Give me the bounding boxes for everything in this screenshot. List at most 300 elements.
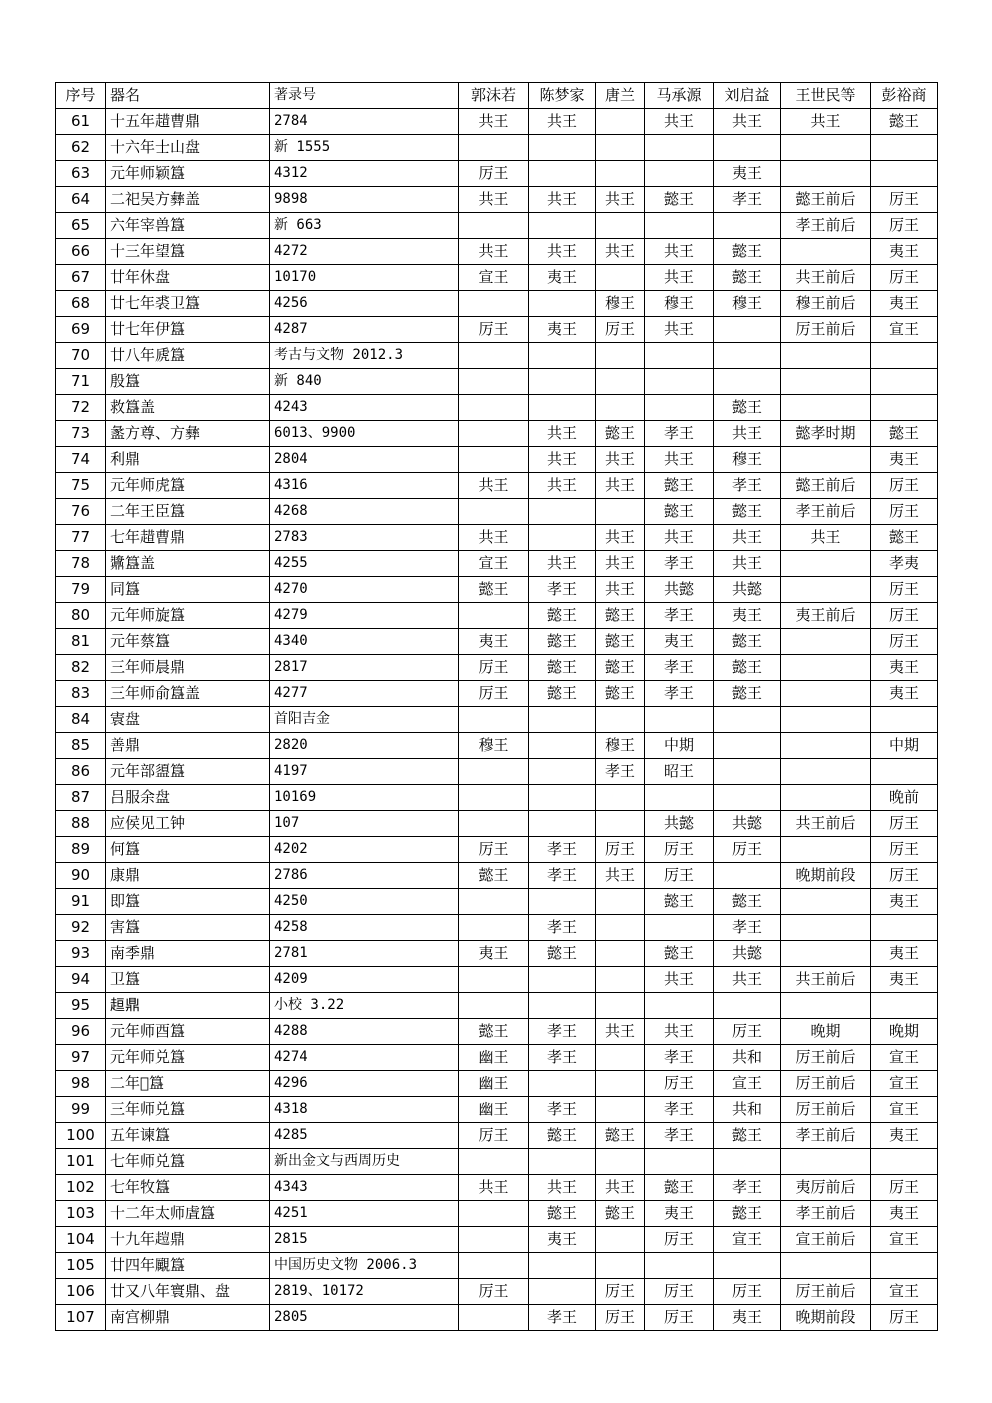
cell-peng-yushang: 厉王 xyxy=(871,1305,938,1331)
table-row xyxy=(56,1305,938,1331)
cell-serial-number: 105 xyxy=(56,1253,106,1279)
cell-catalog-number: 2781 xyxy=(270,941,459,967)
cell-serial-number: 81 xyxy=(56,629,106,655)
cell-liu-qiyi: 共懿 xyxy=(714,811,781,837)
cell-tang-lan: 懿王 xyxy=(596,603,645,629)
cell-chen-mengjia: 孝王 xyxy=(529,1097,596,1123)
cell-ma-chengyuan: 共王 xyxy=(645,1019,714,1045)
cell-wang-shimin: 厉王前后 xyxy=(781,1071,871,1097)
table-row xyxy=(56,109,938,135)
cell-chen-mengjia: 懿王 xyxy=(529,1123,596,1149)
cell-catalog-number: 4340 xyxy=(270,629,459,655)
cell-liu-qiyi xyxy=(714,343,781,369)
cell-ma-chengyuan xyxy=(645,343,714,369)
cell-peng-yushang: 懿王 xyxy=(871,421,938,447)
cell-peng-yushang xyxy=(871,915,938,941)
table-row xyxy=(56,629,938,655)
cell-liu-qiyi: 穆王 xyxy=(714,291,781,317)
cell-ma-chengyuan xyxy=(645,993,714,1019)
cell-tang-lan xyxy=(596,707,645,733)
cell-peng-yushang: 懿王 xyxy=(871,525,938,551)
cell-chen-mengjia xyxy=(529,1071,596,1097)
cell-serial-number: 74 xyxy=(56,447,106,473)
cell-ma-chengyuan: 共王 xyxy=(645,109,714,135)
cell-vessel-name: 南宫柳鼎 xyxy=(106,1305,270,1331)
cell-liu-qiyi: 厉王 xyxy=(714,1279,781,1305)
cell-serial-number: 98 xyxy=(56,1071,106,1097)
cell-liu-qiyi: 共王 xyxy=(714,551,781,577)
cell-chen-mengjia: 夷王 xyxy=(529,317,596,343)
cell-catalog-number: 4296 xyxy=(270,1071,459,1097)
cell-peng-yushang: 厉王 xyxy=(871,811,938,837)
cell-serial-number: 68 xyxy=(56,291,106,317)
cell-vessel-name: 元年师兑簋 xyxy=(106,1045,270,1071)
cell-liu-qiyi xyxy=(714,369,781,395)
cell-ma-chengyuan xyxy=(645,1253,714,1279)
cell-chen-mengjia xyxy=(529,369,596,395)
cell-peng-yushang xyxy=(871,395,938,421)
cell-wang-shimin xyxy=(781,707,871,733)
cell-guo-moruo: 厉王 xyxy=(459,655,529,681)
cell-ma-chengyuan xyxy=(645,1149,714,1175)
cell-chen-mengjia xyxy=(529,759,596,785)
cell-vessel-name: 二年王臣簋 xyxy=(106,499,270,525)
cell-liu-qiyi: 共王 xyxy=(714,421,781,447)
cell-vessel-name: 廿四年𧢝簋 xyxy=(106,1253,270,1279)
cell-ma-chengyuan xyxy=(645,135,714,161)
cell-catalog-number: 4316 xyxy=(270,473,459,499)
cell-guo-moruo xyxy=(459,213,529,239)
table-row xyxy=(56,603,938,629)
cell-tang-lan xyxy=(596,915,645,941)
cell-catalog-number: 首阳吉金 xyxy=(270,707,459,733)
cell-catalog-number: 2783 xyxy=(270,525,459,551)
cell-wang-shimin xyxy=(781,577,871,603)
cell-tang-lan: 共王 xyxy=(596,447,645,473)
cell-wang-shimin xyxy=(781,343,871,369)
cell-serial-number: 62 xyxy=(56,135,106,161)
cell-guo-moruo: 懿王 xyxy=(459,1019,529,1045)
cell-ma-chengyuan: 共王 xyxy=(645,967,714,993)
cell-ma-chengyuan xyxy=(645,785,714,811)
cell-vessel-name: 殷簋 xyxy=(106,369,270,395)
cell-serial-number: 99 xyxy=(56,1097,106,1123)
cell-ma-chengyuan: 孝王 xyxy=(645,681,714,707)
cell-peng-yushang: 厉王 xyxy=(871,837,938,863)
cell-catalog-number: 10170 xyxy=(270,265,459,291)
cell-liu-qiyi: 懿王 xyxy=(714,681,781,707)
cell-wang-shimin xyxy=(781,759,871,785)
cell-tang-lan: 懿王 xyxy=(596,1201,645,1227)
cell-guo-moruo: 共王 xyxy=(459,187,529,213)
cell-wang-shimin: 厉王前后 xyxy=(781,1097,871,1123)
cell-vessel-name: 十六年士山盘 xyxy=(106,135,270,161)
cell-wang-shimin xyxy=(781,1149,871,1175)
cell-vessel-name: 元年师酉簋 xyxy=(106,1019,270,1045)
cell-vessel-name: 六年宰兽簋 xyxy=(106,213,270,239)
cell-ma-chengyuan: 孝王 xyxy=(645,1045,714,1071)
cell-guo-moruo xyxy=(459,395,529,421)
cell-vessel-name: 十九年𧽊鼎 xyxy=(106,1227,270,1253)
cell-catalog-number: 新 840 xyxy=(270,369,459,395)
table-row xyxy=(56,369,938,395)
cell-tang-lan xyxy=(596,135,645,161)
cell-liu-qiyi: 穆王 xyxy=(714,447,781,473)
cell-catalog-number: 4197 xyxy=(270,759,459,785)
cell-peng-yushang: 夷王 xyxy=(871,239,938,265)
cell-wang-shimin: 穆王前后 xyxy=(781,291,871,317)
cell-tang-lan xyxy=(596,265,645,291)
table-row xyxy=(56,707,938,733)
cell-liu-qiyi: 共王 xyxy=(714,109,781,135)
cell-liu-qiyi: 孝王 xyxy=(714,473,781,499)
cell-catalog-number: 4272 xyxy=(270,239,459,265)
cell-guo-moruo: 共王 xyxy=(459,239,529,265)
cell-peng-yushang: 夷王 xyxy=(871,447,938,473)
cell-ma-chengyuan: 共懿 xyxy=(645,577,714,603)
cell-liu-qiyi: 厉王 xyxy=(714,837,781,863)
header-serial-number: 序号 xyxy=(56,83,106,109)
cell-serial-number: 107 xyxy=(56,1305,106,1331)
cell-wang-shimin: 孝王前后 xyxy=(781,499,871,525)
cell-chen-mengjia xyxy=(529,993,596,1019)
cell-serial-number: 100 xyxy=(56,1123,106,1149)
cell-tang-lan xyxy=(596,1045,645,1071)
cell-tang-lan: 共王 xyxy=(596,1019,645,1045)
table-row xyxy=(56,915,938,941)
cell-guo-moruo: 懿王 xyxy=(459,577,529,603)
cell-tang-lan: 共王 xyxy=(596,525,645,551)
cell-vessel-name: 七年师兑簋 xyxy=(106,1149,270,1175)
cell-chen-mengjia: 懿王 xyxy=(529,1201,596,1227)
cell-catalog-number: 4202 xyxy=(270,837,459,863)
cell-vessel-name: 七年趞曹鼎 xyxy=(106,525,270,551)
cell-ma-chengyuan: 共王 xyxy=(645,265,714,291)
table-row xyxy=(56,759,938,785)
cell-ma-chengyuan: 中期 xyxy=(645,733,714,759)
table-row xyxy=(56,499,938,525)
cell-tang-lan xyxy=(596,395,645,421)
cell-liu-qiyi xyxy=(714,733,781,759)
cell-tang-lan xyxy=(596,161,645,187)
cell-serial-number: 102 xyxy=(56,1175,106,1201)
cell-tang-lan xyxy=(596,369,645,395)
cell-catalog-number: 4274 xyxy=(270,1045,459,1071)
cell-chen-mengjia: 懿王 xyxy=(529,603,596,629)
cell-chen-mengjia xyxy=(529,499,596,525)
cell-liu-qiyi: 懿王 xyxy=(714,655,781,681)
cell-tang-lan xyxy=(596,109,645,135)
cell-guo-moruo: 厉王 xyxy=(459,1279,529,1305)
cell-tang-lan xyxy=(596,343,645,369)
cell-liu-qiyi: 夷王 xyxy=(714,161,781,187)
cell-serial-number: 92 xyxy=(56,915,106,941)
cell-catalog-number: 2817 xyxy=(270,655,459,681)
cell-liu-qiyi: 宣王 xyxy=(714,1227,781,1253)
cell-catalog-number: 2804 xyxy=(270,447,459,473)
cell-tang-lan xyxy=(596,1253,645,1279)
cell-chen-mengjia xyxy=(529,733,596,759)
cell-serial-number: 64 xyxy=(56,187,106,213)
cell-wang-shimin xyxy=(781,447,871,473)
table-row xyxy=(56,291,938,317)
cell-ma-chengyuan: 孝王 xyxy=(645,421,714,447)
cell-wang-shimin xyxy=(781,629,871,655)
cell-vessel-name: 南季鼎 xyxy=(106,941,270,967)
cell-serial-number: 101 xyxy=(56,1149,106,1175)
cell-wang-shimin xyxy=(781,135,871,161)
cell-vessel-name: 二祀吴方彝盖 xyxy=(106,187,270,213)
cell-wang-shimin xyxy=(781,369,871,395)
cell-liu-qiyi: 孝王 xyxy=(714,915,781,941)
cell-wang-shimin: 厉王前后 xyxy=(781,1045,871,1071)
cell-catalog-number: 4279 xyxy=(270,603,459,629)
cell-serial-number: 93 xyxy=(56,941,106,967)
cell-vessel-name: 善鼎 xyxy=(106,733,270,759)
cell-vessel-name: 应侯见工钟 xyxy=(106,811,270,837)
cell-tang-lan xyxy=(596,213,645,239)
cell-chen-mengjia: 懿王 xyxy=(529,681,596,707)
cell-catalog-number: 4251 xyxy=(270,1201,459,1227)
cell-liu-qiyi: 共和 xyxy=(714,1097,781,1123)
cell-vessel-name: 廿又八年寰鼎、盘 xyxy=(106,1279,270,1305)
cell-catalog-number: 小校 3.22 xyxy=(270,993,459,1019)
cell-wang-shimin xyxy=(781,239,871,265)
cell-tang-lan: 孝王 xyxy=(596,759,645,785)
cell-tang-lan: 共王 xyxy=(596,577,645,603)
cell-tang-lan xyxy=(596,1097,645,1123)
table-row xyxy=(56,1201,938,1227)
cell-ma-chengyuan: 懿王 xyxy=(645,499,714,525)
cell-wang-shimin xyxy=(781,941,871,967)
cell-wang-shimin: 共王前后 xyxy=(781,265,871,291)
cell-vessel-name: 廿年休盘 xyxy=(106,265,270,291)
cell-tang-lan: 懿王 xyxy=(596,655,645,681)
table-row xyxy=(56,395,938,421)
cell-liu-qiyi: 共懿 xyxy=(714,941,781,967)
cell-chen-mengjia: 孝王 xyxy=(529,1305,596,1331)
table-row xyxy=(56,785,938,811)
table-row xyxy=(56,187,938,213)
cell-catalog-number: 4285 xyxy=(270,1123,459,1149)
cell-ma-chengyuan: 孝王 xyxy=(645,1097,714,1123)
cell-chen-mengjia: 孝王 xyxy=(529,915,596,941)
cell-serial-number: 86 xyxy=(56,759,106,785)
cell-guo-moruo xyxy=(459,499,529,525)
cell-wang-shimin: 共王前后 xyxy=(781,811,871,837)
cell-serial-number: 80 xyxy=(56,603,106,629)
cell-chen-mengjia xyxy=(529,967,596,993)
cell-peng-yushang xyxy=(871,759,938,785)
table-body xyxy=(56,109,938,1331)
cell-liu-qiyi: 孝王 xyxy=(714,1175,781,1201)
cell-liu-qiyi: 孝王 xyxy=(714,187,781,213)
cell-chen-mengjia xyxy=(529,343,596,369)
cell-ma-chengyuan: 厉王 xyxy=(645,1071,714,1097)
cell-liu-qiyi xyxy=(714,1149,781,1175)
cell-guo-moruo: 夷王 xyxy=(459,629,529,655)
cell-chen-mengjia: 共王 xyxy=(529,551,596,577)
cell-wang-shimin: 懿孝时期 xyxy=(781,421,871,447)
cell-wang-shimin: 厉王前后 xyxy=(781,317,871,343)
cell-wang-shimin: 夷王前后 xyxy=(781,603,871,629)
cell-liu-qiyi: 懿王 xyxy=(714,1201,781,1227)
cell-catalog-number: 4277 xyxy=(270,681,459,707)
cell-peng-yushang xyxy=(871,1149,938,1175)
cell-wang-shimin xyxy=(781,655,871,681)
cell-chen-mengjia: 共王 xyxy=(529,421,596,447)
cell-vessel-name: 廿七年伊簋 xyxy=(106,317,270,343)
cell-vessel-name: 十二年太师虘簋 xyxy=(106,1201,270,1227)
cell-peng-yushang: 厉王 xyxy=(871,629,938,655)
cell-tang-lan: 懿王 xyxy=(596,629,645,655)
cell-catalog-number: 新 1555 xyxy=(270,135,459,161)
cell-ma-chengyuan xyxy=(645,707,714,733)
cell-catalog-number: 4270 xyxy=(270,577,459,603)
cell-serial-number: 82 xyxy=(56,655,106,681)
cell-liu-qiyi xyxy=(714,707,781,733)
cell-serial-number: 106 xyxy=(56,1279,106,1305)
cell-serial-number: 77 xyxy=(56,525,106,551)
cell-wang-shimin: 共王 xyxy=(781,109,871,135)
cell-serial-number: 104 xyxy=(56,1227,106,1253)
cell-ma-chengyuan: 厉王 xyxy=(645,863,714,889)
cell-chen-mengjia xyxy=(529,525,596,551)
cell-ma-chengyuan: 厉王 xyxy=(645,837,714,863)
cell-ma-chengyuan: 共王 xyxy=(645,239,714,265)
cell-serial-number: 66 xyxy=(56,239,106,265)
cell-wang-shimin: 孝王前后 xyxy=(781,213,871,239)
table-row xyxy=(56,213,938,239)
cell-vessel-name: 二年𨞇簋 xyxy=(106,1071,270,1097)
cell-ma-chengyuan xyxy=(645,161,714,187)
cell-wang-shimin xyxy=(781,681,871,707)
cell-serial-number: 75 xyxy=(56,473,106,499)
header-guo-moruo: 郭沫若 xyxy=(459,83,529,109)
cell-chen-mengjia xyxy=(529,213,596,239)
cell-ma-chengyuan: 夷王 xyxy=(645,629,714,655)
table-row xyxy=(56,161,938,187)
cell-chen-mengjia xyxy=(529,135,596,161)
cell-catalog-number: 2819、10172 xyxy=(270,1279,459,1305)
cell-vessel-name: 吕服余盘 xyxy=(106,785,270,811)
cell-wang-shimin xyxy=(781,161,871,187)
cell-chen-mengjia: 懿王 xyxy=(529,941,596,967)
cell-ma-chengyuan: 厉王 xyxy=(645,1305,714,1331)
cell-vessel-name: 元年师虎簋 xyxy=(106,473,270,499)
cell-guo-moruo xyxy=(459,1253,529,1279)
cell-tang-lan: 共王 xyxy=(596,1175,645,1201)
cell-guo-moruo xyxy=(459,1305,529,1331)
cell-peng-yushang: 孝夷 xyxy=(871,551,938,577)
cell-ma-chengyuan: 懿王 xyxy=(645,889,714,915)
table-row xyxy=(56,1279,938,1305)
cell-guo-moruo: 懿王 xyxy=(459,863,529,889)
table-row xyxy=(56,447,938,473)
cell-serial-number: 94 xyxy=(56,967,106,993)
cell-chen-mengjia: 懿王 xyxy=(529,655,596,681)
cell-serial-number: 88 xyxy=(56,811,106,837)
cell-peng-yushang: 宣王 xyxy=(871,1227,938,1253)
cell-chen-mengjia: 夷王 xyxy=(529,265,596,291)
table-row xyxy=(56,1253,938,1279)
cell-wang-shimin xyxy=(781,837,871,863)
cell-tang-lan: 懿王 xyxy=(596,681,645,707)
cell-guo-moruo: 共王 xyxy=(459,525,529,551)
cell-ma-chengyuan xyxy=(645,915,714,941)
cell-guo-moruo: 厉王 xyxy=(459,161,529,187)
cell-peng-yushang xyxy=(871,707,938,733)
cell-tang-lan: 厉王 xyxy=(596,837,645,863)
cell-catalog-number: 2820 xyxy=(270,733,459,759)
cell-liu-qiyi: 厉王 xyxy=(714,1019,781,1045)
cell-tang-lan xyxy=(596,1227,645,1253)
cell-guo-moruo: 幽王 xyxy=(459,1097,529,1123)
cell-tang-lan: 厉王 xyxy=(596,1279,645,1305)
cell-peng-yushang: 厉王 xyxy=(871,863,938,889)
cell-vessel-name: 盠方尊、方彝 xyxy=(106,421,270,447)
cell-peng-yushang: 宣王 xyxy=(871,317,938,343)
cell-tang-lan: 厉王 xyxy=(596,1305,645,1331)
header-liu-qiyi: 刘启益 xyxy=(714,83,781,109)
cell-wang-shimin xyxy=(781,915,871,941)
cell-serial-number: 72 xyxy=(56,395,106,421)
cell-chen-mengjia xyxy=(529,707,596,733)
cell-wang-shimin xyxy=(781,551,871,577)
cell-ma-chengyuan: 懿王 xyxy=(645,473,714,499)
table-row xyxy=(56,1071,938,1097)
cell-guo-moruo xyxy=(459,889,529,915)
cell-guo-moruo: 厉王 xyxy=(459,681,529,707)
cell-peng-yushang xyxy=(871,135,938,161)
cell-catalog-number: 2815 xyxy=(270,1227,459,1253)
cell-peng-yushang: 夷王 xyxy=(871,291,938,317)
cell-catalog-number: 10169 xyxy=(270,785,459,811)
cell-vessel-name: 三年师俞簋盖 xyxy=(106,681,270,707)
cell-chen-mengjia: 孝王 xyxy=(529,863,596,889)
cell-serial-number: 84 xyxy=(56,707,106,733)
cell-guo-moruo: 宣王 xyxy=(459,551,529,577)
header-row xyxy=(56,83,938,109)
cell-liu-qiyi: 共懿 xyxy=(714,577,781,603)
cell-tang-lan xyxy=(596,499,645,525)
cell-liu-qiyi: 懿王 xyxy=(714,629,781,655)
cell-guo-moruo: 厉王 xyxy=(459,317,529,343)
cell-tang-lan xyxy=(596,1071,645,1097)
cell-catalog-number: 2784 xyxy=(270,109,459,135)
cell-peng-yushang: 夷王 xyxy=(871,967,938,993)
cell-guo-moruo: 夷王 xyxy=(459,941,529,967)
cell-tang-lan: 厉王 xyxy=(596,317,645,343)
cell-peng-yushang xyxy=(871,343,938,369)
cell-liu-qiyi: 宣王 xyxy=(714,1071,781,1097)
cell-catalog-number: 4312 xyxy=(270,161,459,187)
cell-peng-yushang xyxy=(871,993,938,1019)
cell-peng-yushang: 厉王 xyxy=(871,499,938,525)
cell-vessel-name: 即簋 xyxy=(106,889,270,915)
cell-guo-moruo: 幽王 xyxy=(459,1071,529,1097)
cell-guo-moruo xyxy=(459,421,529,447)
cell-liu-qiyi xyxy=(714,135,781,161)
table-row xyxy=(56,421,938,447)
cell-serial-number: 73 xyxy=(56,421,106,447)
cell-peng-yushang: 晚前 xyxy=(871,785,938,811)
cell-ma-chengyuan: 穆王 xyxy=(645,291,714,317)
cell-guo-moruo xyxy=(459,603,529,629)
cell-liu-qiyi xyxy=(714,785,781,811)
cell-vessel-name: 同簋 xyxy=(106,577,270,603)
cell-guo-moruo xyxy=(459,915,529,941)
